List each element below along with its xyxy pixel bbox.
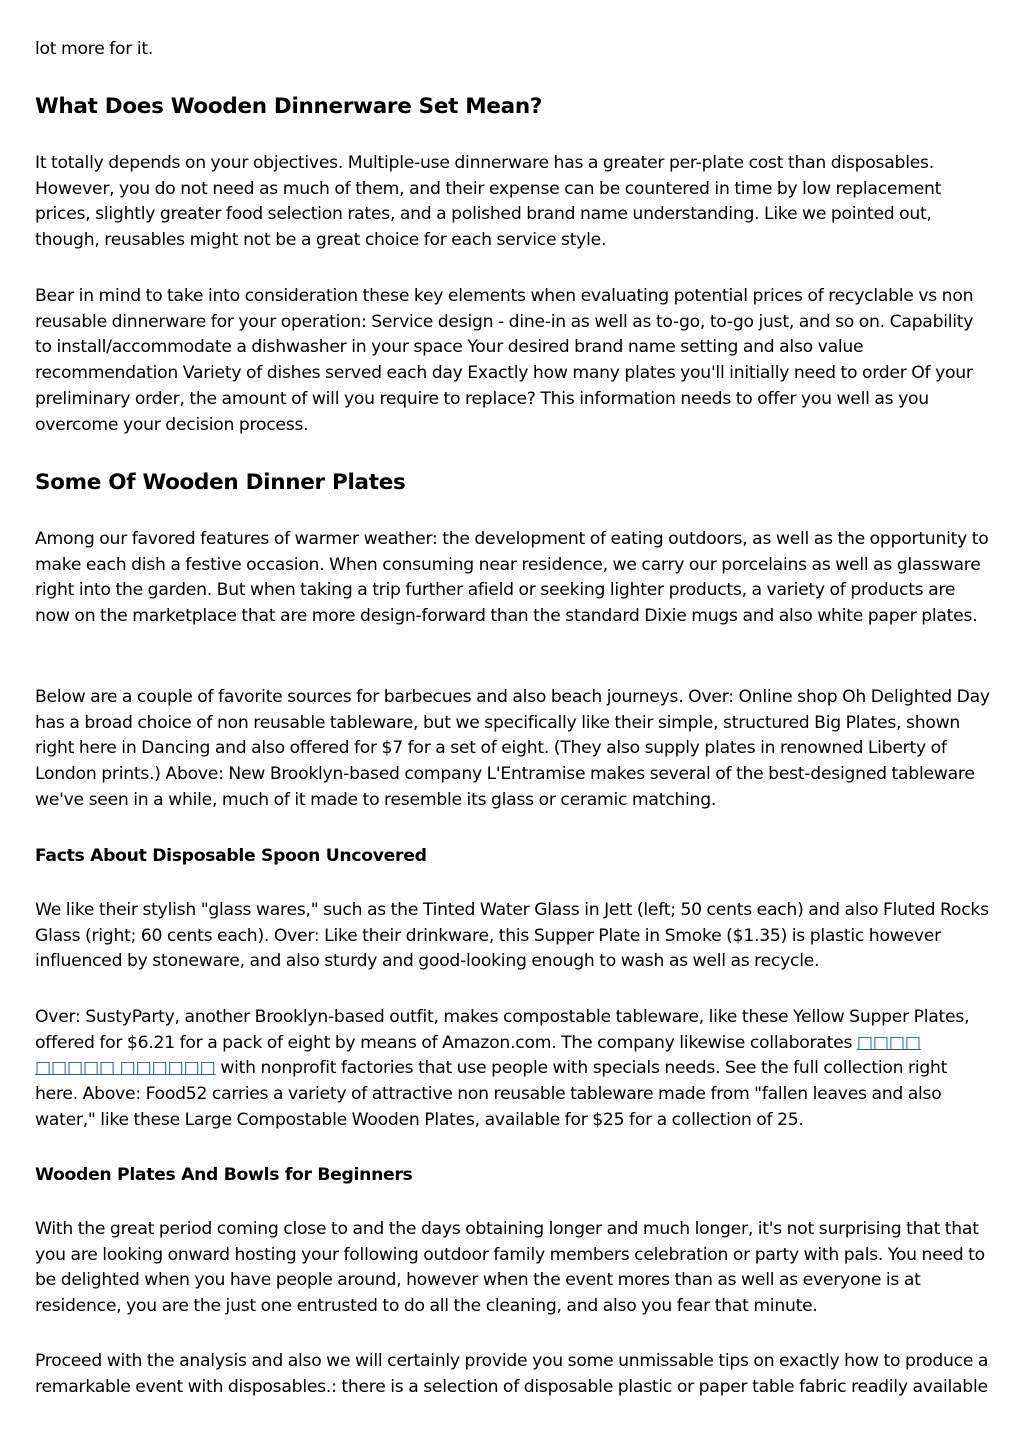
paragraph: Proceed with the analysis and also we will certainly provide you some unmissable tips on exactly how to produce a remarkable event with disposables.: there is a selection of disposable plastic or paper table fabric readily available xyxy=(35,1351,989,1397)
section-heading-wooden-dinnerware-set: What Does Wooden Dinnerware Set Mean? xyxy=(35,94,543,119)
inline-link[interactable]: □□□□ □□□□□ □□□□□□ xyxy=(35,1032,921,1079)
paragraph: With the great period coming close to and the days obtaining longer and much longer, it's not surprising that that you are looking onward hosting your following outdoor family members celebration or party with pals. You need to be delighted when you have people around, however when the event mores than as well as everyone is at residence, you are the just one entrusted to do all the cleaning, and also you fear that minute. xyxy=(35,1219,985,1317)
paragraph-text-before-link: Over: SustyParty, another Brooklyn-based outfit, makes compostable tableware, like these Yellow Supper Plates, offered for $6.21 for a pack of eight by means of Amazon.com. The company likewise collaborates xyxy=(35,1007,970,1053)
paragraph: Below are a couple of favorite sources for barbecues and also beach journeys. Over: Online shop Oh Delighted Day has a broad choice of non reusable tableware, but we specifically like their simple, structured Big Plates, shown right here in Dancing and also offered for $7 for a set of eight. (They also supply plates in renowned Liberty of London prints.) Above: New Brooklyn-based company L'Entramise makes several of the best-designed tableware we've seen in a while, much of it made to resemble its glass or ceramic matching. xyxy=(35,687,990,810)
paragraph: We like their stylish "glass wares," such as the Tinted Water Glass in Jett (left; 50 cents each) and also Fluted Rocks Glass (right; 60 cents each). Over: Like their drinkware, this Supper Plate in Smoke ($1.35) is plastic however influenced by stoneware, and also sturdy and good-looking enough to wash as well as recycle. xyxy=(35,900,989,972)
paragraph: Among our favored features of warmer weather: the development of eating outdoors, as well as the opportunity to make each dish a festive occasion. When consuming near residence, we carry our porcelains as well as glassware right into the garden. But when taking a trip further afield or seeking lighter products, a variety of products are now on the marketplace that are more design-forward than the standard Dixie mugs and also white paper plates. xyxy=(35,529,989,627)
paragraph: It totally depends on your objectives. Multiple-use dinnerware has a greater per-plate cost than disposables. However, you do not need as much of them, and their expense can be countered in time by low replacement prices, slightly greater food selection rates, and a polished brand name understanding. Like we pointed out, though, reusables might not be a great choice for each service style. xyxy=(35,153,942,251)
paragraph: Bear in mind to take into consideration these key elements when evaluating potential prices of recyclable vs non reusable dinnerware for your operation: Service design - dine-in as well as to-go, to-go just, and so on. Capability to install/accommodate a dishwasher in your space Your desired brand name setting and also value recommendation Variety of dishes served each day Exactly how many plates you'll initially need to order Of your preliminary order, the amount of will you require to replace? This information needs to offer you well as you overcome your decision process. xyxy=(35,286,974,435)
paragraph-text-after-link: with nonprofit factories that use people with specials needs. See the full collection right here. Above: Food52 carries a variety of attractive non reusable tableware made from "fallen leaves and also water," like these Large Compostable Wooden Plates, available for $25 for a collection of 25. xyxy=(35,1058,948,1130)
paragraph-with-link xyxy=(35,1005,990,1134)
section-heading-disposable-spoon: Facts About Disposable Spoon Uncovered xyxy=(35,846,427,866)
section-heading-wooden-plates-bowls: Wooden Plates And Bowls for Beginners xyxy=(35,1165,413,1185)
section-heading-wooden-dinner-plates: Some Of Wooden Dinner Plates xyxy=(35,470,406,495)
intro-fragment: lot more for it. xyxy=(35,39,154,59)
